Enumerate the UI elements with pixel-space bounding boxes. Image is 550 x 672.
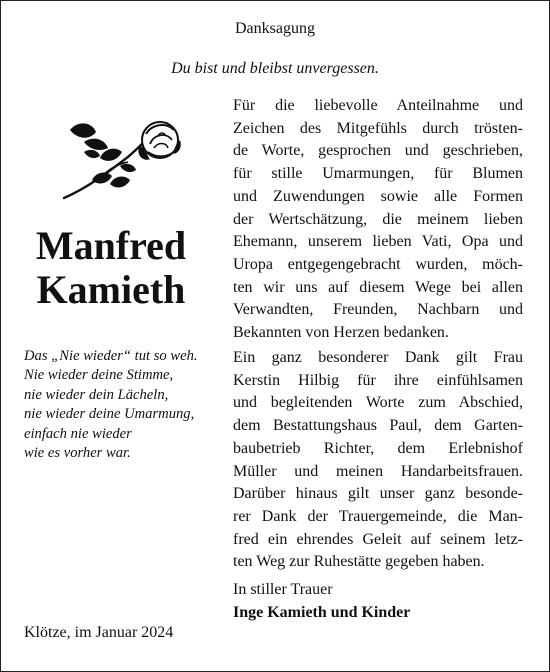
text-line: ten wir uns auf diesem Wege bei allen: [233, 278, 523, 296]
text-line: Verwandten, Freunden, Nachbarn und: [233, 301, 523, 319]
poem-line: nie wieder deine Umarmung,: [24, 406, 195, 423]
text-line: fred ein ehrendes Geleit auf seinem letz-: [233, 530, 523, 548]
text-line: rer Dank der Trauergemeinde, die Man-: [233, 507, 523, 525]
notice-subtitle: Du bist und bleibst unvergessen.: [171, 60, 379, 77]
text-line: Ehemann, unserem lieben Vati, Opa und: [233, 233, 523, 251]
closing-intro: In stiller Trauer: [233, 581, 333, 598]
text-line: de Worte, gesprochen und geschrieben,: [233, 142, 523, 160]
text-line: für stille Umarmungen, für Blumen: [233, 165, 523, 183]
text-line: Uropa entgegengebracht wurden, möch-: [233, 255, 523, 273]
thanks-paragraph: [233, 95, 523, 345]
text-line: und Zuwendungen sowie alle Formen: [233, 187, 523, 205]
rose-icon: [62, 118, 184, 204]
text-line: der Wertschätzung, die meinem lieben: [233, 210, 523, 228]
place-date: Klötze, im Januar 2024: [24, 624, 174, 641]
deceased-first-name: Manfred: [35, 223, 187, 268]
poem-line: nie wieder dein Lächeln,: [24, 386, 169, 403]
special-thanks-paragraph: [233, 347, 523, 574]
text-line: Zeichen des Mitgefühls durch trösten-: [233, 119, 523, 137]
text-line: Für die liebevolle Anteilnahme und: [233, 97, 523, 114]
text-line: ten Weg zur Ruhestätte gegeben haben.: [233, 553, 485, 571]
deceased-last-name: Kamieth: [36, 267, 186, 312]
closing: [233, 578, 410, 624]
text-line: dem Bestattungshaus Paul, dem Garten-: [233, 417, 523, 435]
poem: [24, 347, 224, 463]
poem-line: einfach nie wieder: [24, 425, 132, 442]
notice-heading: Danksagung: [235, 20, 315, 37]
signers: Inge Kamieth und Kinder: [233, 604, 411, 621]
text-line: Darüber hinaus gilt unser ganz besonde-: [233, 485, 523, 503]
poem-line: wie es vorher war.: [24, 445, 131, 462]
text-line: und begleitenden Worte zum Abschied,: [233, 394, 523, 412]
poem-line: Das „Nie wieder“ tut so weh.: [24, 348, 198, 364]
text-line: Ein ganz besonderer Dank gilt Frau: [233, 349, 523, 366]
text-line: Kerstin Hilbig für ihre einfühlsamen: [233, 371, 523, 389]
text-line: Müller und meinen Handarbeitsfrauen.: [233, 462, 523, 480]
poem-line: Nie wieder deine Stimme,: [24, 367, 174, 384]
text-line: Bekannten von Herzen bedanken.: [233, 324, 449, 342]
text-line: baubetrieb Richter, dem Erlebnishof: [233, 439, 523, 457]
